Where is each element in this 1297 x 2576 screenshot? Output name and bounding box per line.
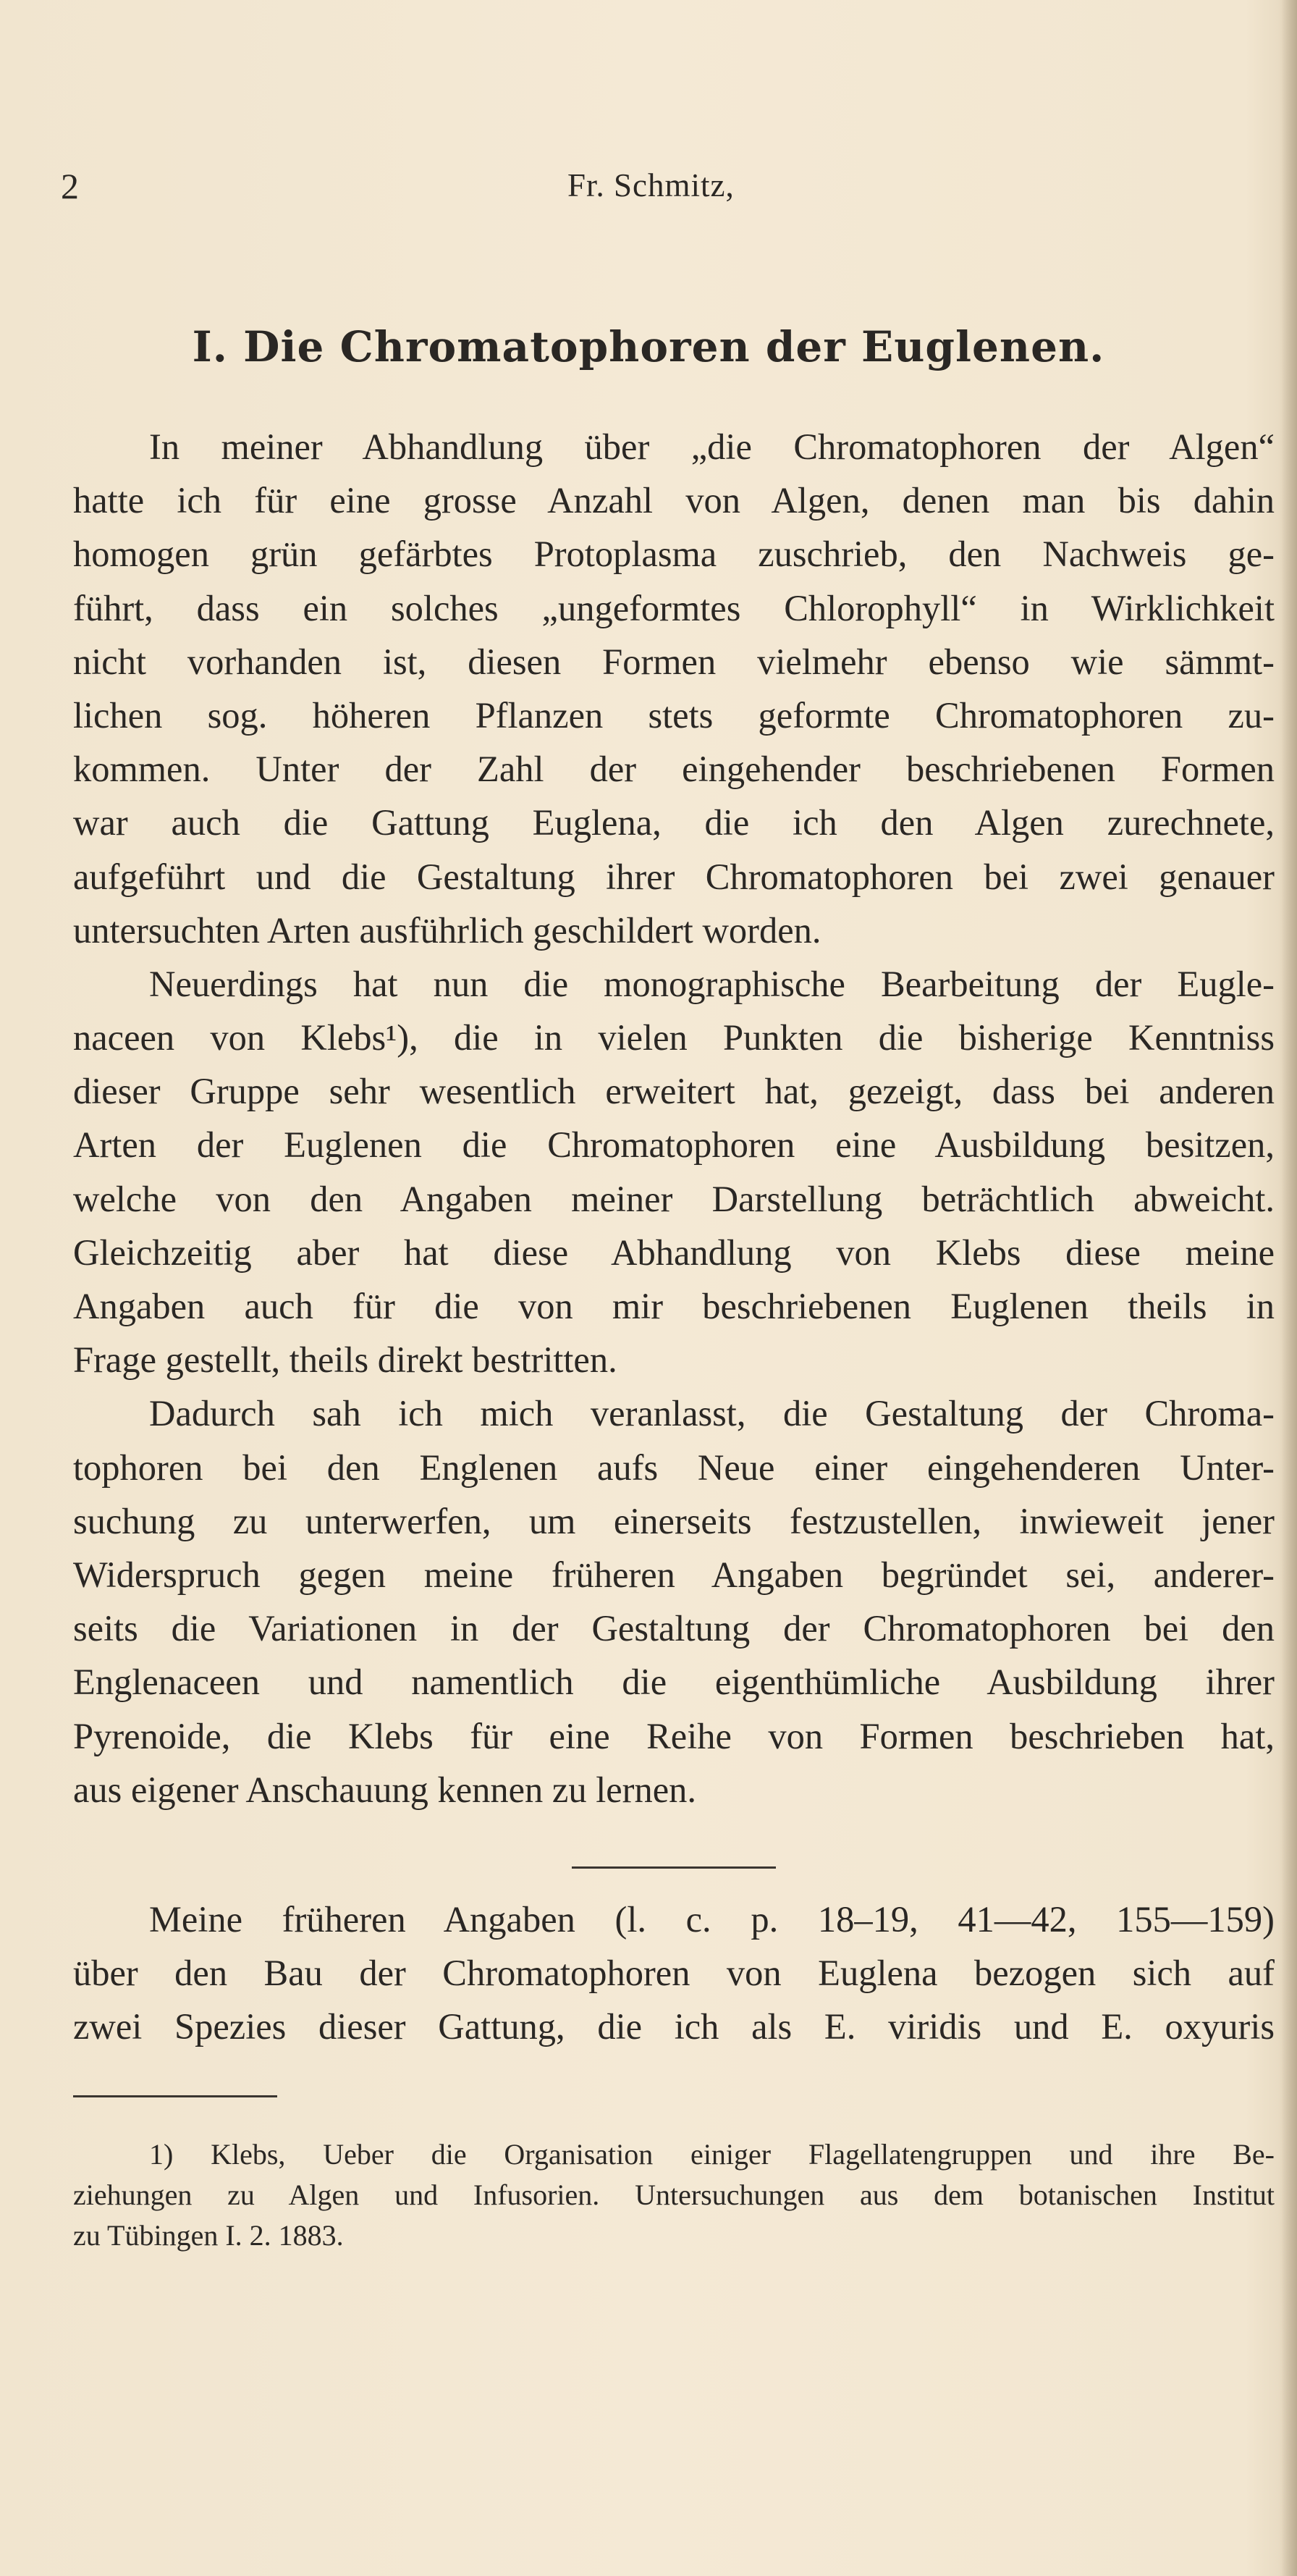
text-line: lichen sog. höheren Pflanzen stets geformte Chromatophoren zu- [73,694,1275,736]
footnote-line: ziehungen zu Algen und Infusorien. Untersuchungen aus dem botanischen Institut [73,2179,1275,2211]
page-header [61,165,1265,216]
text-line: suchung zu unterwerfen, um einerseits festzustellen, inwieweit jener [73,1500,1275,1541]
text-line: aufgeführt und die Gestaltung ihrer Chromatophoren bei zwei genauer [73,856,1275,897]
text-line: führt, dass ein solches „ungeformtes Chlorophyll“ in Wirklichkeit [73,587,1275,628]
footnote-rule [73,2095,277,2097]
text-line: welche von den Angaben meiner Darstellung beträchtlich abweicht. [73,1178,1275,1219]
text-line: Meine früheren Angaben (l. c. p. 18–19, 41—42, 155—159) [149,1899,1275,1940]
text-line: Dadurch sah ich mich veranlasst, die Gestaltung der Chroma- [149,1393,1275,1434]
text-line: dieser Gruppe sehr wesentlich erweitert hat, gezeigt, dass bei anderen [73,1071,1275,1112]
page-edge-shadow [1281,0,1297,2576]
second-body-text [73,1893,1275,2054]
section-title: I. Die Chromatophoren der Euglenen. [192,322,1105,371]
section-separator [572,1866,776,1869]
text-line: Gleichzeitig aber hat diese Abhandlung von Klebs diese meine [73,1232,1275,1273]
main-body-text [73,420,1275,1817]
text-line: Englenaceen und namentlich die eigenthümliche Ausbildung ihrer [73,1662,1275,1703]
text-line: seits die Variationen in der Gestaltung der Chromatophoren bei den [73,1608,1275,1649]
text-line: hatte ich für eine grosse Anzahl von Algen, denen man bis dahin [73,480,1275,521]
text-line: Neuerdings hat nun die monographische Bearbeitung der Eugle- [149,963,1275,1004]
text-line: naceen von Klebs¹), die in vielen Punkten die bisherige Kenntniss [73,1017,1275,1058]
text-line: zwei Spezies dieser Gattung, die ich als E. viridis und E. oxyuris [73,2006,1275,2047]
text-line: tophoren bei den Englenen aufs Neue einer eingehenderen Unter- [73,1447,1275,1488]
text-line: Angaben auch für die von mir beschriebenen Euglenen theils in [73,1286,1275,1326]
text-line: homogen grün gefärbtes Protoplasma zuschrieb, den Nachweis ge- [73,534,1275,575]
footnote-line: zu Tübingen I. 2. 1883. [73,2219,344,2252]
page-number: 2 [61,166,80,206]
text-line: Pyrenoide, die Klebs für eine Reihe von Formen beschrieben hat, [73,1715,1275,1756]
text-line: In meiner Abhandlung über „die Chromatophoren der Algen“ [149,426,1275,467]
text-line: untersuchten Arten ausführlich geschildert worden. [73,909,821,951]
text-line: Widerspruch gegen meine früheren Angaben begründet sei, anderer- [73,1554,1275,1595]
text-line: Arten der Euglenen die Chromatophoren eine Ausbildung besitzen, [73,1124,1275,1166]
text-line: Frage gestellt, theils direkt bestritten. [73,1339,617,1381]
text-line: war auch die Gattung Euglena, die ich den Algen zurechnete, [73,802,1275,843]
footnote-line: 1) Klebs, Ueber die Organisation einiger Flagellatengruppen und ihre Be- [149,2138,1275,2171]
running-head: Fr. Schmitz, [567,167,735,203]
text-line: nicht vorhanden ist, diesen Formen vielmehr ebenso wie sämmt- [73,641,1275,682]
text-line: über den Bau der Chromatophoren von Euglena bezogen sich auf [73,1953,1275,1994]
text-line: kommen. Unter der Zahl der eingehender beschriebenen Formen [73,749,1275,790]
footnotes [73,2134,1275,2256]
text-line: aus eigener Anschauung kennen zu lernen. [73,1769,696,1810]
